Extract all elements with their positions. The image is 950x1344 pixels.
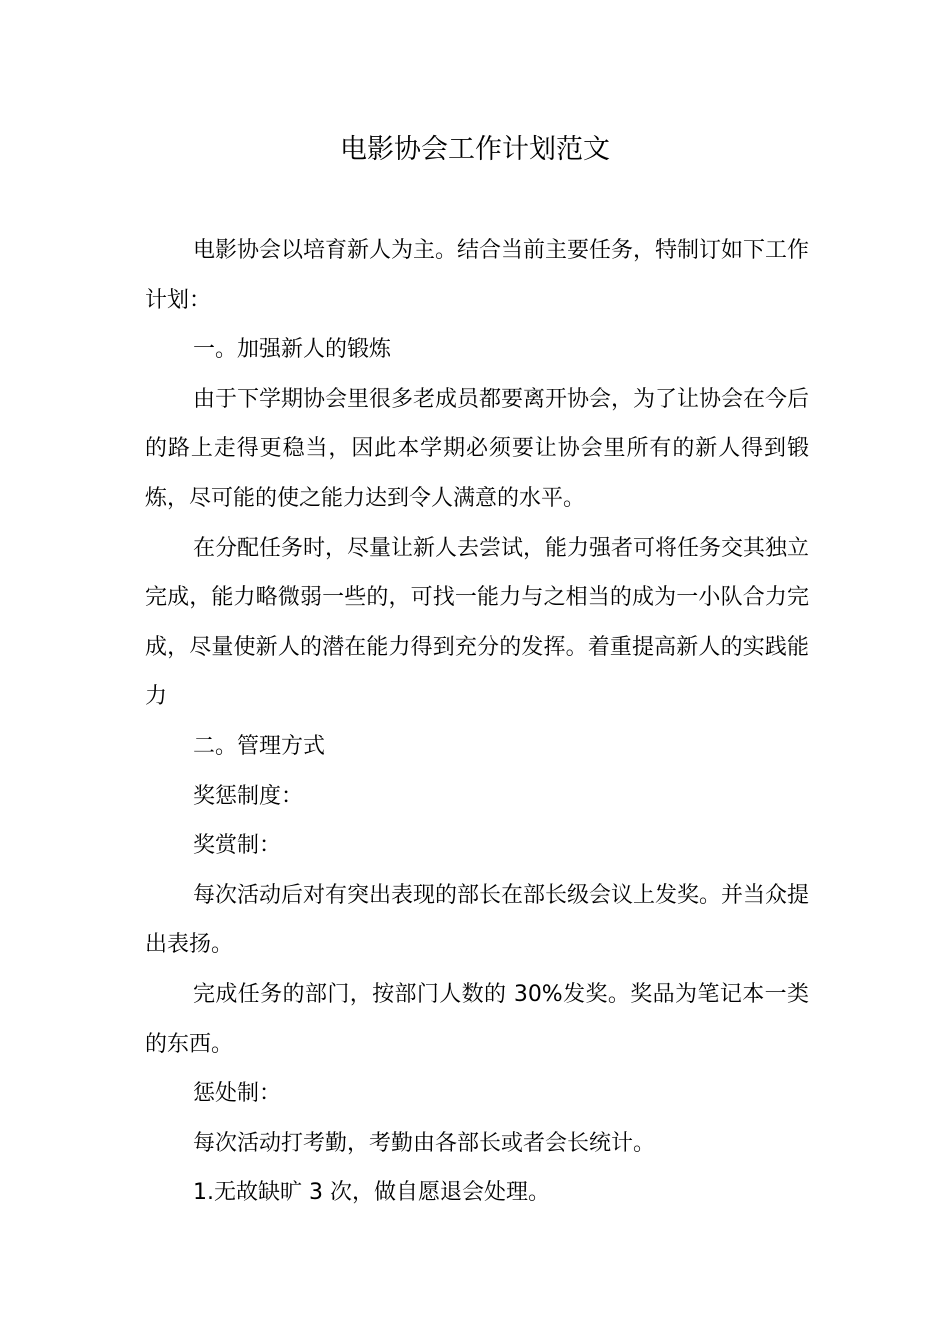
paragraph-punishment-system: 惩处制： bbox=[193, 1081, 282, 1107]
document-title: 电影协会工作计划范文 bbox=[340, 134, 610, 165]
paragraph-reward-2: 完成任务的部门，按部门人数的 30%发奖。奖品为笔记本一类的东西。 bbox=[145, 981, 809, 1057]
paragraph-attendance: 每次活动打考勤，考勤由各部长或者会长统计。 bbox=[193, 1130, 656, 1156]
paragraph-heading-2: 二。管理方式 bbox=[193, 733, 326, 759]
paragraph-heading-1: 一。加强新人的锻炼 bbox=[193, 337, 392, 363]
document-body bbox=[145, 226, 809, 1218]
paragraph-reason: 由于下学期协会里很多老成员都要离开协会，为了让协会在今后的路上走得更稳当，因此本学期必须要让协会里所有的新人得到锻炼，尽可能的使之能力达到令人满意的水平。 bbox=[145, 386, 810, 511]
paragraph-intro: 电影协会以培育新人为主。结合当前主要任务，特制订如下工作计划： bbox=[145, 238, 810, 313]
paragraph-reward-system: 奖赏制： bbox=[193, 833, 282, 859]
paragraph-rule-1: 1.无故缺旷 3 次，做自愿退会处理。 bbox=[193, 1180, 550, 1206]
paragraph-task-assignment: 在分配任务时，尽量让新人去尝试，能力强者可将任务交其独立完成，能力略微弱一些的，可找一能力与之相当的成为一小队合力完成，尽量使新人的潜在能力得到充分的发挥。着重提高新人的实践能力 bbox=[145, 535, 810, 710]
paragraph-reward-1: 每次活动后对有突出表现的部长在部长级会议上发奖。并当众提出表扬。 bbox=[145, 882, 810, 958]
paragraph-reward-punishment: 奖惩制度： bbox=[193, 783, 304, 809]
